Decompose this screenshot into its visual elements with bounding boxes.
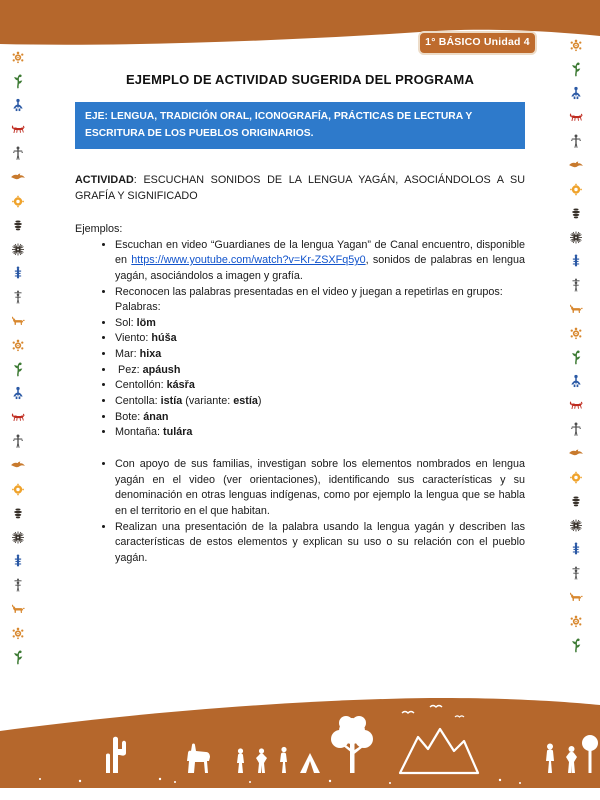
puma-icon bbox=[10, 602, 26, 617]
sun-icon bbox=[10, 242, 26, 257]
actividad-text: : ESCUCHAN SONIDOS DE LA LENGUA YAGÁN, ASOCIÁNDOLOS A SU GRAFÍA Y SIGNIFICADO bbox=[75, 174, 525, 202]
puma-icon bbox=[568, 302, 584, 317]
turtle-icon bbox=[568, 38, 584, 53]
sun-icon bbox=[568, 518, 584, 533]
plant-figure-icon bbox=[10, 362, 26, 377]
totem-icon bbox=[10, 554, 26, 569]
totem-icon bbox=[568, 254, 584, 269]
bullet-familias: • Con apoyo de sus familias, investigan sobre los elementos nombrados en lengua yagán en el video (ver orientaciones), identificando sus características y su denominación en otras lenguas indígenas, como por ejemplo la lengua que se habla en el territorio en el que habitan. bbox=[115, 457, 525, 520]
ejemplos-label: Ejemplos: bbox=[75, 222, 123, 235]
turtle-icon bbox=[568, 326, 584, 341]
turtle-icon bbox=[10, 50, 26, 65]
word-item: • Sol: löm bbox=[115, 316, 525, 332]
hat-person-icon bbox=[10, 578, 26, 593]
sun-icon bbox=[568, 230, 584, 245]
anchor-figure-icon bbox=[568, 86, 584, 101]
word-item: • Mar: hixa bbox=[115, 347, 525, 363]
condor-icon bbox=[568, 446, 584, 461]
left-icon-column bbox=[7, 50, 29, 665]
plant-figure-icon bbox=[10, 650, 26, 665]
totem-icon bbox=[10, 266, 26, 281]
turtle-icon bbox=[568, 614, 584, 629]
youtube-link[interactable]: https://www.youtube.com/watch?v=Kr-ZSXFq5y0 bbox=[131, 254, 366, 267]
person-icon bbox=[10, 434, 26, 449]
video-text-pre: Escuchan en video “Guardianes de la lengua Yagan” de Canal encuentro, disponible en bbox=[115, 238, 525, 267]
unit-tab: 1° BÁSICO Unidad 4 bbox=[418, 31, 537, 55]
hat-person-icon bbox=[568, 278, 584, 293]
closing-bullet-list bbox=[75, 457, 525, 566]
word-item: • Centolla: istía (variante: estía) bbox=[115, 394, 525, 410]
condor-icon bbox=[10, 170, 26, 185]
hat-person-icon bbox=[568, 566, 584, 581]
person-icon bbox=[568, 134, 584, 149]
bullet-reconocen: • Reconocen las palabras presentadas en el video y juegan a repetirlas en grupos: Palabras: bbox=[115, 285, 525, 316]
puma-icon bbox=[10, 314, 26, 329]
palabras-label: Palabras: bbox=[115, 301, 161, 314]
bullet-video bbox=[115, 238, 525, 285]
word-item: • Pez: apáush bbox=[115, 363, 525, 379]
word-item: • Centollón: kásřa bbox=[115, 378, 525, 394]
fox-icon bbox=[568, 398, 584, 413]
right-icon-column bbox=[565, 38, 587, 653]
anchor-figure-icon bbox=[10, 386, 26, 401]
turtle-icon bbox=[10, 626, 26, 641]
plant-figure-icon bbox=[568, 62, 584, 77]
pottery-icon bbox=[10, 506, 26, 521]
condor-icon bbox=[10, 458, 26, 473]
anchor-figure-icon bbox=[10, 98, 26, 113]
pottery-icon bbox=[10, 218, 26, 233]
pottery-icon bbox=[568, 206, 584, 221]
pottery-icon bbox=[568, 494, 584, 509]
ring-icon bbox=[568, 470, 584, 485]
fox-icon bbox=[10, 122, 26, 137]
ring-icon bbox=[568, 182, 584, 197]
hat-person-icon bbox=[10, 290, 26, 305]
anchor-figure-icon bbox=[568, 374, 584, 389]
word-item: • Montaña: tulára bbox=[115, 425, 525, 441]
puma-icon bbox=[568, 590, 584, 605]
main-content bbox=[75, 72, 525, 566]
activity-bullet-list bbox=[75, 238, 525, 316]
totem-icon bbox=[568, 542, 584, 557]
plant-figure-icon bbox=[568, 350, 584, 365]
page-title: EJEMPLO DE ACTIVIDAD SUGERIDA DEL PROGRAMA bbox=[125, 72, 475, 87]
bullet-presentacion: • Realizan una presentación de la palabra usando la lengua yagán y describen las características de estos elementos y explican su uso o su relación con el pueblo yagán. bbox=[115, 520, 525, 567]
word-list bbox=[75, 316, 525, 441]
video-text-post: , sonidos de palabras en lengua yagán, asociándolos a imagen y grafía. bbox=[115, 254, 525, 282]
word-item: • Bote: ánan bbox=[115, 410, 525, 426]
sun-icon bbox=[10, 530, 26, 545]
actividad-paragraph bbox=[75, 173, 525, 204]
actividad-label: ACTIVIDAD bbox=[75, 174, 134, 187]
person-icon bbox=[568, 422, 584, 437]
plant-figure-icon bbox=[568, 638, 584, 653]
footer-landscape-illustration bbox=[0, 695, 600, 800]
ring-icon bbox=[10, 482, 26, 497]
fox-icon bbox=[568, 110, 584, 125]
eje-banner: EJE: LENGUA, TRADICIÓN ORAL, ICONOGRAFÍA, PRÁCTICAS DE LECTURA Y ESCRITURA DE LOS PUEBLOS ORIGINARIOS. bbox=[75, 102, 525, 149]
condor-icon bbox=[568, 158, 584, 173]
word-item: • Viento: húša bbox=[115, 331, 525, 347]
turtle-icon bbox=[10, 338, 26, 353]
ring-icon bbox=[10, 194, 26, 209]
fox-icon bbox=[10, 410, 26, 425]
plant-figure-icon bbox=[10, 74, 26, 89]
person-icon bbox=[10, 146, 26, 161]
